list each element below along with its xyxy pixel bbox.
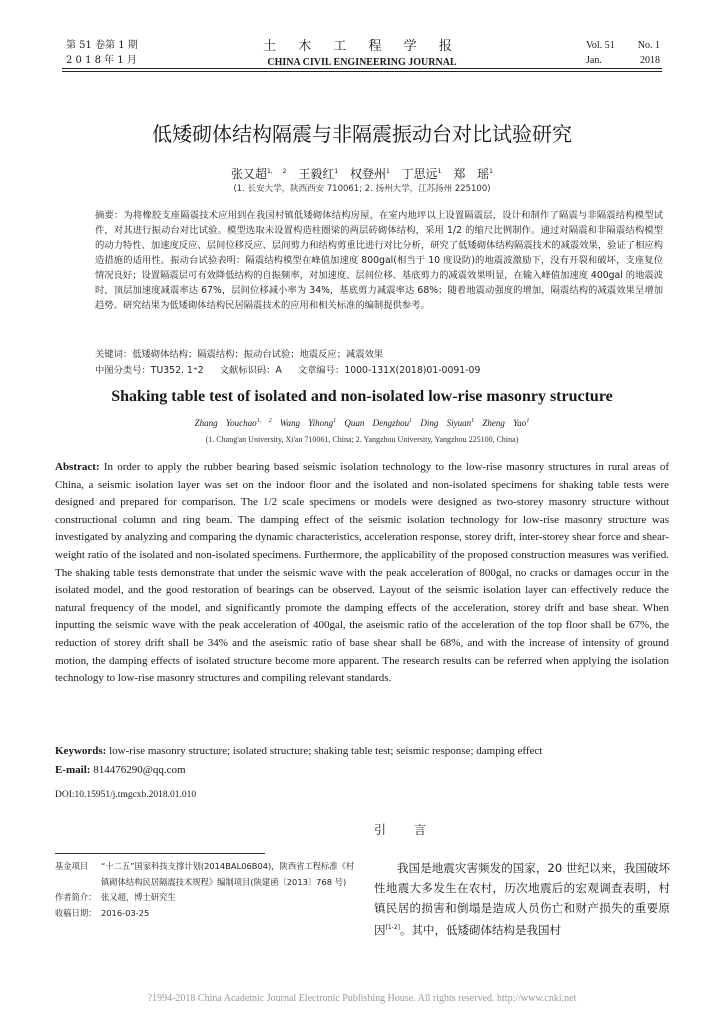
header-rule-thin <box>62 71 662 72</box>
author-cn: 张又超$^{1, 2}$ <box>231 167 287 181</box>
date-cn: 2 0 1 8 年 1 月 <box>66 55 137 66</box>
footnote-rule <box>55 853 265 854</box>
author-cn: 丁思远$^1$ <box>401 167 442 181</box>
number-en: No. 1 <box>637 40 660 51</box>
email-line <box>55 764 186 776</box>
author-note-label: 作者简介： <box>55 892 97 902</box>
abstract-cn: 摘要：为将橡胶支座隔震技术应用到在我国村镇低矮砌体结构房屋，在室内地坪以上设置隔震层，设计和制作了隔震与非隔震结构模型试件，对其进行振动台对比试验。模型选取未设置构造柱圈梁的两层砖砌体结构，采用 1/2 的缩尺比例制作。通过对隔震和非隔震结构模型的动力特性、加速度反应、层间位移反应、层间剪力和结构剪重比进行对比分析，研究了低矮砌体结构隔震技术的减震效果，验证了相应构造措施的适用性。振动台试验表明：隔震结构模型在峰值加速度 800gal(相当于 10 度设防)的地震波激励下，没有开裂和破坏，支座复位情况良好；设置隔震层可有效降低结构的自振频率，对加速度、层间位移、基底剪力的减震效果明显，在输入峰值加速度 400gal 的地震波时，顶层加速度减震率达 67%，层间位移减小率为 34%，基底剪力减震率达 68%；随着地震动强度的增加，隔震结构的减震效果呈增加趋势。研究结果为低矮砌体结构民居隔震技术的应用和相关标准的编制提供参考。 <box>95 210 663 311</box>
author-en: Ding Siyuan$^1$ <box>420 418 475 428</box>
fund-label: 基金项目 <box>55 861 89 871</box>
paper-title-cn: 低矮砌体结构隔震与非隔震振动台对比试验研究 <box>152 122 572 146</box>
header-rule-thick <box>62 68 662 69</box>
footnotes <box>55 859 355 921</box>
author-note-text: 张又超，博士研究生 <box>101 892 176 902</box>
author-cn: 王毅红$^1$ <box>298 167 339 181</box>
doi[interactable]: DOI:10.15951/j.tmgcxb.2018.01.010 <box>55 790 197 800</box>
section-heading-intro: 引言 <box>374 823 455 837</box>
keywords-en-label: Keywords: <box>55 745 107 757</box>
keywords-en <box>55 745 542 757</box>
issue-info-en <box>586 38 660 68</box>
fund-note <box>55 859 355 890</box>
citation[interactable]: [1-2] <box>385 924 400 931</box>
copyright-footer: ?1994-2018 China Academic Journal Electronic Publishing House. All rights reserved. http://www.cnki.net <box>147 993 577 1004</box>
classification-line <box>95 362 480 376</box>
year-en: 2018 <box>640 55 660 66</box>
paper-title-en: Shaking table test of isolated and non-isolated low-rise masonry structure <box>111 388 613 405</box>
authors-en <box>0 418 724 428</box>
received-date <box>55 906 355 922</box>
keywords-cn: 关键词：低矮砌体结构；隔震结构；振动台试验；地震反应；减震效果 <box>95 349 384 360</box>
author-en: Quan Dengzhou$^1$ <box>344 418 413 428</box>
authors-cn <box>0 165 724 182</box>
email-label: E-mail: <box>55 764 91 776</box>
author-en: Zheng Yao$^1$ <box>482 418 530 428</box>
author-note <box>55 890 355 906</box>
month-en: Jan. <box>586 55 602 66</box>
abstract-en-label: Abstract: <box>55 461 100 473</box>
article-number: 文章编号：1000-131X(2018)01-0091-09 <box>297 365 481 376</box>
affiliation-cn: (1. 长安大学，陕西西安 710061; 2. 扬州大学，江苏扬州 225100) <box>233 184 491 194</box>
document-code: 文献标识码：A <box>219 365 282 376</box>
email-address[interactable]: 814476290@qq.com <box>93 764 186 776</box>
volume-en: Vol. 51 <box>586 40 615 51</box>
author-en: Zhang Youchao$^{1, 2}$ <box>194 418 272 428</box>
received-label: 收稿日期： <box>55 907 97 918</box>
abstract-en <box>55 459 669 688</box>
volume-issue-cn: 第 51 卷第 1 期 <box>66 40 138 51</box>
received-text: 2016-03-25 <box>101 907 150 918</box>
author-en: Wang Yihong$^1$ <box>279 418 337 428</box>
journal-name-en: CHINA CIVIL ENGINEERING JOURNAL <box>267 57 457 68</box>
clc-number: 中图分类号：TU352. 1⁺2 <box>95 365 204 376</box>
affiliation-en: (1. Chang'an University, Xi'an 710061, China; 2. Yangzhou University, Yangzhou 225100, China) <box>205 435 519 444</box>
fund-text: “十二五”国家科技支撑计划(2014BAL06B04)，陕西省工程标准《村镇砌体结构民居隔震技术规程》编制项目(陕建函〔2013〕768 号) <box>101 861 355 887</box>
journal-name-cn: 土 木 工 程 学 报 <box>263 39 461 54</box>
author-cn: 权登州$^1$ <box>349 167 390 181</box>
author-cn: 郑 瑶$^1$ <box>453 167 493 181</box>
keywords-en-text: low-rise masonry structure; isolated structure; shaking table test; seismic response; damping effect <box>109 745 543 757</box>
intro-paragraph: 我国是地震灾害频发的国家，20 世纪以来，我国破坏性地震大多发生在农村，历次地震后的宏观调查表明，村镇民居的损害和倒塌是造成人员伤亡和财产损失的重要原因[1-2]。其中，低矮砌体结构是我国村 <box>374 861 670 937</box>
abstract-en-text: In order to apply the rubber bearing based seismic isolation technology to the low-rise masonry structures in rural areas of China, a seismic isolation layer was set on the indoor floor and the isolated and non-isolated specimens for shaking table tests were designed and prepared for comparison. The 1/2 scale specimens or models were designed as two-storey masonry structure without constructional column and ring beam. The damping effect of the seismic isolation technology for low-rise masonry structure was investigated by analyzing and comparing the dynamic characteristics, acceleration response, storey drift, inter-storey shear force and shear-weight ratio of the isolated and non-isolated specimens. Furthermore, the applicability of the proposed construction measures was verified. The shaking table tests demonstrate that under the seismic wave with the peak acceleration of 800gal, no cracks or damages occur in the isolated model, and the good restoration of bearings can be observed. Layout of the seismic isolation layer can effectively reduce the natural frequency of the model, and significantly promote the damping effects of the acceleration, storey drift and base shear. When inputting the seismic wave with the peak acceleration of 400gal, the aseismic ratio of the acceleration of the top floor shall be 67%, the reduction of storey drift shall be 34% and the aseismic ratio of base shear shall be 68%, and with the increase of intensity of ground motion, the damping effects of isolated structure become more apparent. The research results can be referred when applying the isolation technology to low-rise masonry structures and compiling relevant standards. <box>55 461 669 685</box>
